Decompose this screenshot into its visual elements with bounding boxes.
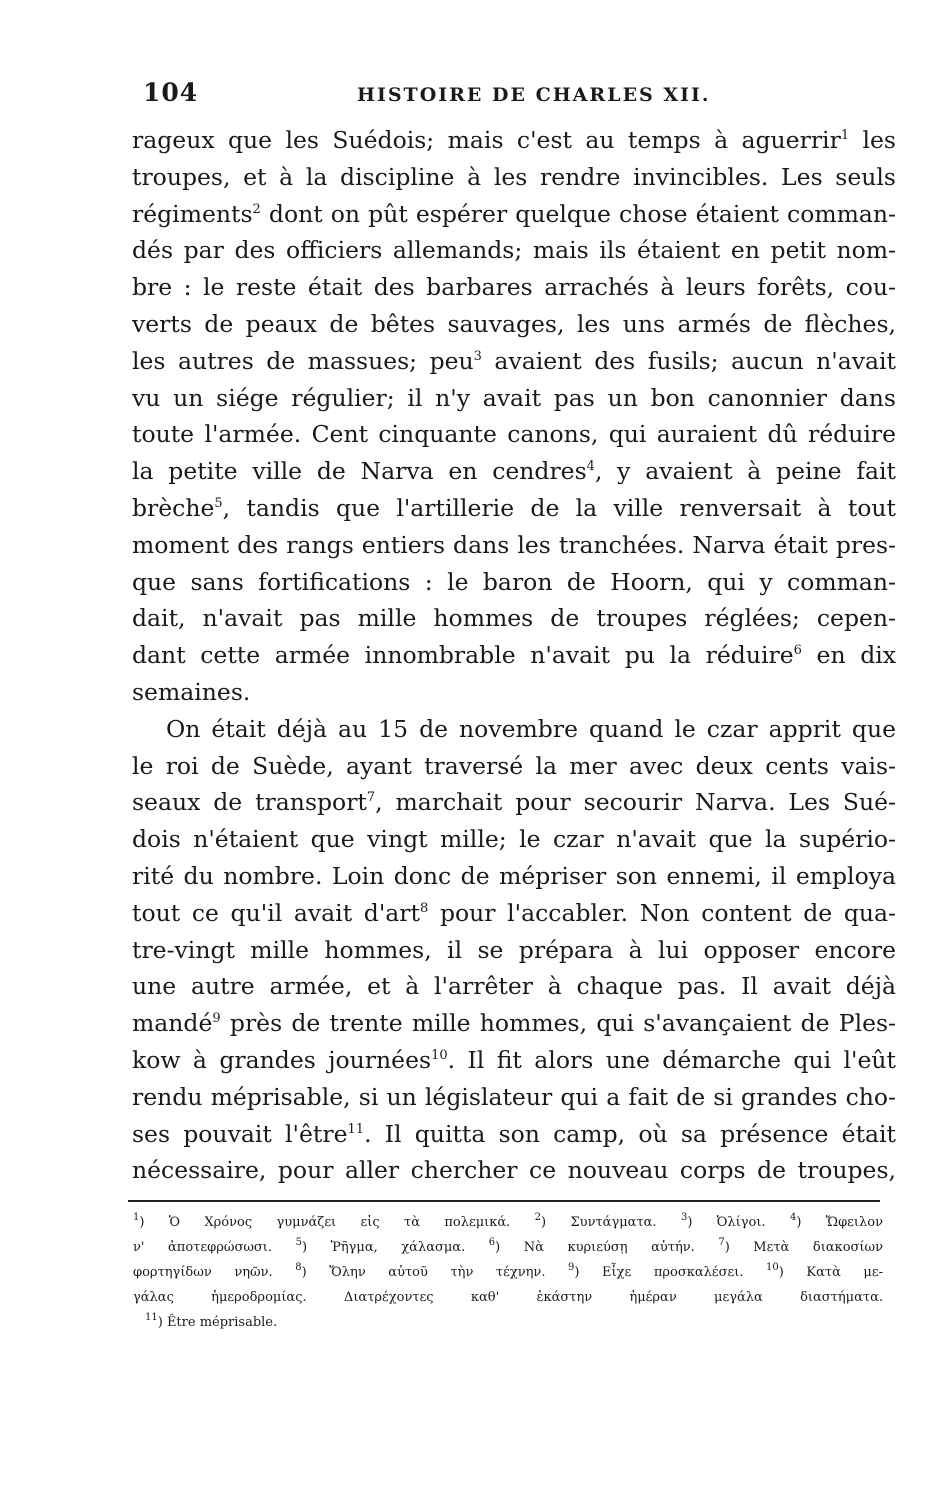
footnote-line	[133, 1260, 883, 1285]
line-text: troupes, et à la discipline à les rendre invincibles. Les seuls	[132, 162, 896, 191]
line-text: dant cette armée innombrable n'avait pu la réduire	[132, 641, 794, 670]
line-text: ) Ὀλίγοι.	[687, 1215, 790, 1230]
line-text: vu un siége régulier; il n'y avait pas un bon canonnier dans	[132, 383, 896, 412]
line-text: une autre armée, et à l'arrêter à chaque pas. Il avait déjà	[132, 972, 896, 1001]
line-text: , y avaient à peine fait	[594, 457, 896, 486]
text-line	[132, 711, 896, 748]
footnote-marker: 11	[145, 1312, 158, 1323]
footnote-marker: 7	[718, 1237, 725, 1248]
line-text: brèche	[132, 493, 215, 522]
footnote-divider	[128, 1200, 880, 1202]
text-line	[132, 932, 896, 969]
line-text: ν' ἀποτεφρώσωσι.	[133, 1240, 296, 1255]
footnote-marker: 5	[214, 495, 223, 511]
footnote-marker: 9	[568, 1262, 575, 1273]
line-text: tout ce qu'il avait d'art	[132, 898, 420, 927]
footnote-marker: 2	[534, 1212, 542, 1223]
line-text: dont on pût espérer quelque chose étaient comman-	[260, 199, 896, 228]
line-text: bre : le reste était des barbares arrachés à leurs forêts, cou-	[132, 273, 896, 302]
footnote-marker: 6	[488, 1237, 496, 1248]
footnotes	[133, 1210, 883, 1335]
line-text: avaient des fusils; aucun n'avait	[481, 346, 896, 375]
text-line	[132, 1116, 896, 1153]
body-text	[132, 122, 896, 1189]
footnote-marker: 6	[793, 643, 802, 659]
footnote-marker: 5	[295, 1237, 302, 1248]
text-line	[132, 968, 896, 1005]
text-line	[132, 674, 896, 711]
line-text: ses pouvait l'être	[132, 1119, 348, 1148]
text-line	[132, 821, 896, 858]
text-line	[132, 343, 896, 380]
line-text: , tandis que l'artillerie de la ville renversait à tout	[222, 493, 896, 522]
line-text: seaux de transport	[132, 788, 367, 817]
line-text: semaines.	[132, 677, 251, 706]
text-line	[132, 269, 896, 306]
line-text: toute l'armée. Cent cinquante canons, qui auraient dû réduire	[132, 420, 896, 449]
text-line	[132, 527, 896, 564]
text-line	[132, 453, 896, 490]
footnote-marker: 4	[586, 459, 595, 475]
line-text: les autres de massues; peu	[132, 346, 474, 375]
line-text: rendu méprisable, si un législateur qui a fait de si grandes cho-	[132, 1082, 896, 1111]
text-line	[132, 1042, 896, 1079]
line-text: pour l'accabler. Non content de qua-	[428, 898, 896, 927]
line-text: nécessaire, pour aller chercher ce nouveau corps de troupes,	[132, 1156, 896, 1185]
footnote-line	[133, 1210, 883, 1235]
line-text: rageux que les Suédois; mais c'est au temps à aguerrir	[132, 126, 841, 154]
page-header	[143, 78, 890, 118]
footnote-marker: 9	[212, 1011, 221, 1027]
footnote-marker: 10	[766, 1262, 779, 1273]
line-text: le roi de Suède, ayant traversé la mer avec deux cents vais-	[132, 751, 896, 780]
footnote-marker: 3	[473, 348, 482, 364]
line-text: On était déjà au 15 de novembre quand le czar apprit que	[166, 714, 896, 743]
line-text: rité du nombre. Loin donc de mépriser son ennemi, il employa	[132, 861, 896, 890]
text-line	[132, 196, 896, 233]
line-text: ) Ὤφειλον	[796, 1215, 883, 1230]
text-line	[132, 637, 896, 674]
paragraph-2	[132, 711, 896, 1189]
footnote-marker: 1	[133, 1212, 140, 1223]
text-line	[132, 490, 896, 527]
line-text: ) Ὅλην αὐτοῦ τὴν τέχνην.	[301, 1265, 569, 1280]
footnote-marker: 8	[295, 1262, 302, 1273]
line-text: ) Être méprisable.	[157, 1315, 278, 1330]
line-text: ) Ῥῆγμα, χάλασμα.	[301, 1240, 489, 1255]
line-text: dés par des officiers allemands; mais ils étaient en petit nom-	[132, 236, 896, 265]
footnote-marker: 10	[431, 1047, 448, 1063]
line-text: . Il quitta son camp, où sa présence était	[364, 1119, 896, 1148]
line-text: la petite ville de Narva en cendres	[132, 457, 587, 486]
text-line	[132, 159, 896, 196]
line-text: en dix	[801, 641, 897, 670]
line-text: régiments	[132, 199, 253, 228]
text-line	[132, 122, 896, 159]
footnote-marker: 8	[420, 900, 429, 916]
running-title: HISTOIRE DE CHARLES XII.	[357, 84, 711, 106]
line-text: ) Ὁ Χρόνος γυμνάζει εἰς τὰ πολεμικά.	[139, 1215, 535, 1230]
line-text: kow à grandes journées	[132, 1045, 432, 1074]
footnote-line	[133, 1235, 883, 1260]
text-line	[132, 1005, 896, 1042]
footnote-marker: 1	[840, 128, 850, 143]
line-text: verts de peaux de bêtes sauvages, les uns armés de flèches,	[132, 309, 896, 338]
line-text: ) Εἶχε προσκαλέσει.	[574, 1265, 767, 1280]
footnote-marker: 2	[252, 201, 261, 217]
line-text: φορτηγίδων νηῶν.	[133, 1265, 296, 1280]
page-number: 104	[143, 78, 199, 107]
line-text: ) Συντάγματα.	[541, 1215, 681, 1230]
text-line	[132, 1152, 896, 1189]
line-text: mandé	[132, 1009, 213, 1038]
text-line	[132, 858, 896, 895]
footnote-marker: 11	[347, 1121, 365, 1137]
text-line	[132, 1079, 896, 1116]
text-line	[132, 416, 896, 453]
line-text: dait, n'avait pas mille hommes de troupes réglées; cepen-	[132, 604, 896, 633]
footnote-marker: 3	[680, 1212, 688, 1223]
line-text: que sans fortifications : le baron de Hoorn, qui y comman-	[132, 567, 896, 596]
line-text: moment des rangs entiers dans les tranchées. Narva était pres-	[132, 530, 896, 559]
line-text: , marchait pour secourir Narva. Les Sué-	[375, 788, 896, 817]
text-line	[132, 380, 896, 417]
footnote-line	[133, 1285, 883, 1310]
text-line	[132, 748, 896, 785]
line-text: dois n'étaient que vingt mille; le czar n'avait que la supério-	[132, 825, 896, 854]
line-text: ) Μετὰ διακοσίων	[724, 1240, 883, 1255]
footnote-line	[133, 1310, 883, 1335]
text-line	[132, 895, 896, 932]
line-text: ) Κατὰ με-	[778, 1265, 884, 1280]
line-text: ) Νὰ κυριεύσῃ αὐτήν.	[495, 1240, 719, 1255]
text-line	[132, 306, 896, 343]
line-text: . Il fit alors une démarche qui l'eût	[447, 1045, 896, 1074]
text-line	[132, 564, 896, 601]
paragraph-1	[132, 122, 896, 711]
text-line	[132, 600, 896, 637]
text-line	[132, 784, 896, 821]
text-line	[132, 232, 896, 269]
line-text: γάλας ἡμεροδρομίας. Διατρέχοντες καθ' ἑκάστην ἡμέραν μεγάλα διαστήματα.	[133, 1290, 883, 1305]
line-text: tre-vingt mille hommes, il se prépara à lui opposer encore	[132, 935, 896, 964]
line-text: les	[849, 126, 896, 154]
line-text: près de trente mille hommes, qui s'avançaient de Ples-	[220, 1009, 896, 1038]
footnote-marker: 7	[366, 790, 376, 806]
footnote-marker: 4	[789, 1212, 797, 1223]
